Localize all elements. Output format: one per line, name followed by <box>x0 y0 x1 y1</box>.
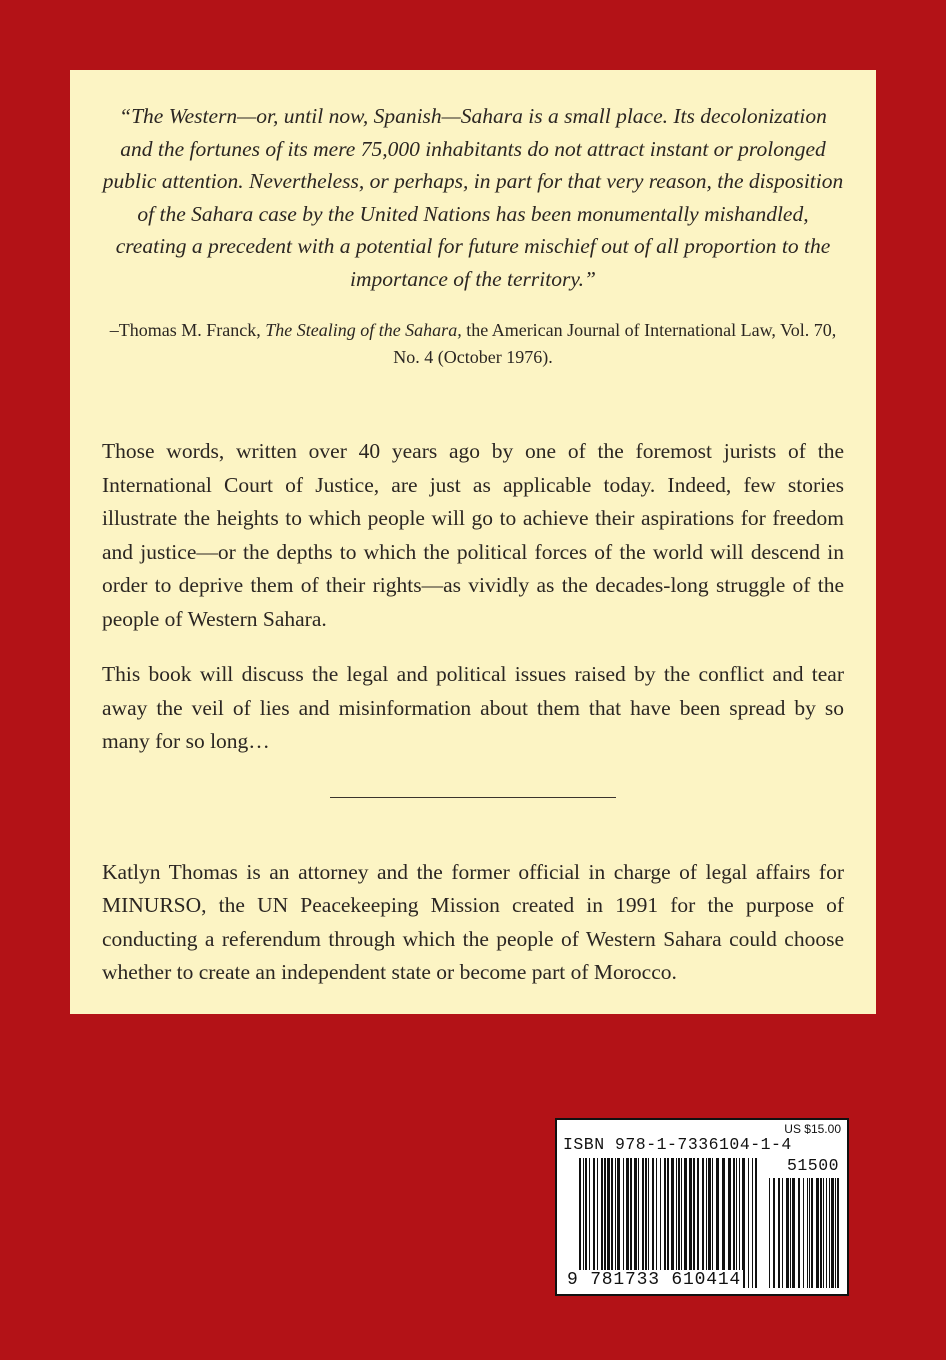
addon-bar <box>829 1178 830 1288</box>
ean-bar <box>585 1158 587 1288</box>
ean-bar <box>733 1158 735 1288</box>
ean-bar <box>716 1158 719 1288</box>
ean-bar <box>660 1158 661 1288</box>
ean-bar <box>684 1158 687 1288</box>
attribution-author: –Thomas M. Franck, <box>109 320 266 340</box>
epigraph-quote: “The Western—or, until now, Spanish—Sahara is a small place. Its decolonization and the fortunes of its mere 75,000 inhabitants do not attract instant or prolonged public attention. Nevertheless, or perhaps, in part for that very reason, the disposition of the Sahara case by the United Nations has been monumentally mishandled, creating a precedent with a potential for future mischief out of all proportion to the importance of the territory.” <box>102 104 844 291</box>
ean-bar <box>739 1158 740 1288</box>
addon-bar <box>792 1178 795 1288</box>
ean-bar <box>604 1158 606 1288</box>
ean-bar <box>645 1158 647 1288</box>
addon-bar <box>769 1178 770 1288</box>
ean-bar <box>708 1158 711 1288</box>
ean-bar <box>664 1158 666 1288</box>
ean-bar <box>722 1158 725 1288</box>
addon-bar <box>773 1178 775 1288</box>
addon-bar <box>803 1178 804 1288</box>
ean-bar <box>667 1158 669 1288</box>
ean-bar <box>656 1158 657 1288</box>
ean-bar <box>597 1158 598 1288</box>
ean-bar <box>593 1158 595 1288</box>
addon-bar <box>782 1178 783 1288</box>
isbn-label: ISBN 978-1-7336104-1-4 <box>563 1135 792 1154</box>
ean-bar <box>589 1158 590 1288</box>
ean-bar <box>615 1158 616 1288</box>
ean-bar <box>579 1158 581 1288</box>
addon-bar <box>807 1178 808 1288</box>
section-divider <box>330 797 616 798</box>
ean-bar <box>611 1158 613 1288</box>
addon-bar <box>786 1178 789 1288</box>
addon-bar <box>790 1178 791 1288</box>
ean-bar <box>728 1158 731 1288</box>
description-paragraph-2: This book will discuss the legal and political issues raised by the conflict and tear away the veil of lies and misinformation about them that have been spread by so many for so long… <box>102 662 844 753</box>
addon-bar <box>823 1178 824 1288</box>
ean-bar <box>671 1158 674 1288</box>
author-bio: Katlyn Thomas is an attorney and the former official in charge of legal affairs for MINURSO, the UN Peacekeeping Mission created in 1991 for the purpose of conducting a referendum through which the people of Western Sahara could choose whether to create an independent state or become part of Morocco. <box>102 859 844 984</box>
ean-bar <box>706 1158 707 1288</box>
ean-bar <box>693 1158 695 1288</box>
ean-bar <box>712 1158 713 1288</box>
quote-attribution <box>102 317 844 371</box>
ean-bar <box>648 1158 649 1288</box>
addon-bar <box>798 1178 800 1288</box>
ean-bar <box>607 1158 610 1288</box>
ean-bar <box>617 1158 620 1288</box>
addon-bar <box>778 1178 780 1288</box>
ean-bar <box>742 1158 745 1288</box>
addon-bar <box>837 1178 839 1288</box>
ean-bar <box>630 1158 632 1288</box>
addon-bar <box>835 1178 836 1288</box>
isbn-barcode <box>555 1118 849 1296</box>
addon-bar <box>826 1178 827 1288</box>
barcode-addon-code: 51500 <box>786 1156 839 1175</box>
ean-digits: 9 781733 610414 <box>567 1270 742 1290</box>
ean-bar <box>736 1158 737 1288</box>
ean-bar <box>601 1158 603 1288</box>
ean-bar <box>697 1158 699 1288</box>
ean-bar <box>702 1158 704 1288</box>
attribution-work-title: The Stealing of the Sahara, <box>265 320 462 340</box>
attribution-source: the American Journal of International Law, Vol. 70, No. 4 (October 1976). <box>393 320 837 367</box>
ean-bar <box>752 1158 753 1288</box>
ean-bar <box>638 1158 639 1288</box>
addon-bar <box>809 1178 810 1288</box>
ean-bar <box>642 1158 644 1288</box>
ean-bar <box>583 1158 584 1288</box>
ean-bar <box>689 1158 692 1288</box>
ean-bar <box>652 1158 654 1288</box>
addon-bar <box>831 1178 834 1288</box>
ean-bar <box>676 1158 677 1288</box>
description-paragraph-1: Those words, written over 40 years ago by one of the foremost jurists of the International Court of Justice, are just as applicable today. Indeed, few stories illustrate the heights to which people will go to achieve their aspirations for freedom and justice—or the depths to which the political forces of the world will descend in order to deprive them of their rights—as vividly as the decades-long struggle of the people of Western Sahara. <box>102 439 844 631</box>
addon-bar <box>816 1178 819 1288</box>
ean-bar <box>634 1158 637 1288</box>
addon-bar <box>811 1178 813 1288</box>
ean-bar <box>678 1158 680 1288</box>
back-cover-text-panel <box>70 70 876 1014</box>
ean-bar <box>748 1158 749 1288</box>
ean-bar <box>623 1158 624 1288</box>
price-label: US $15.00 <box>784 1122 841 1136</box>
addon-bar <box>820 1178 822 1288</box>
ean-bar <box>681 1158 682 1288</box>
ean-bar <box>626 1158 629 1288</box>
ean-bar <box>755 1158 757 1288</box>
